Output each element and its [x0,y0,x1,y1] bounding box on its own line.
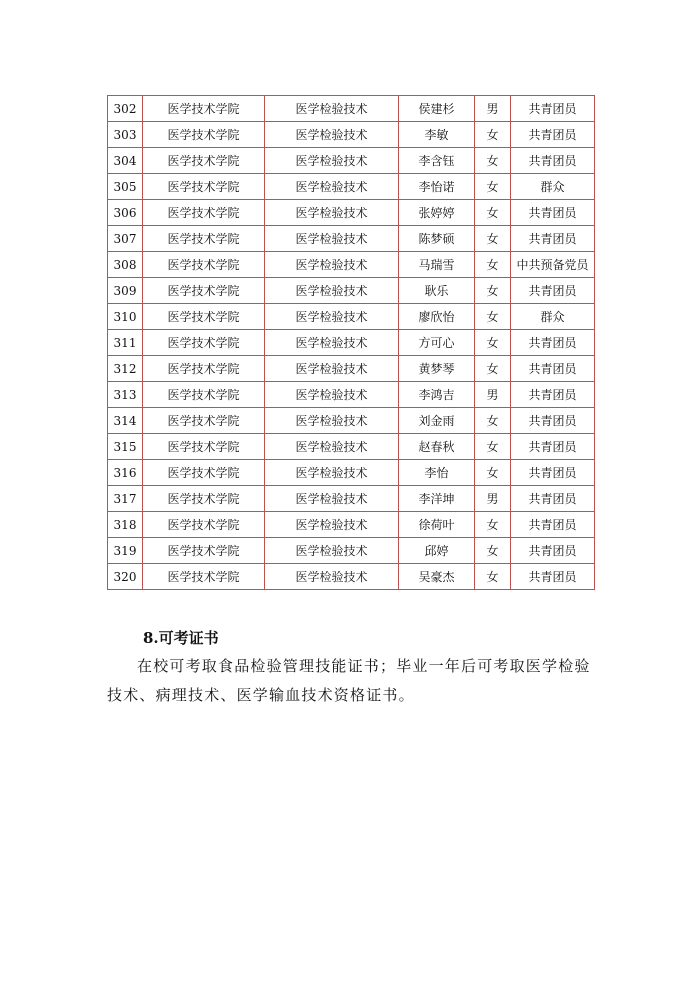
political-status-cell: 群众 [511,304,595,330]
political-status-cell: 共青团员 [511,486,595,512]
gender-cell: 女 [475,564,511,590]
major-cell: 医学检验技术 [265,356,399,382]
section-heading: 8.可考证书 [143,629,219,647]
table-row [108,122,595,148]
gender-cell: 女 [475,174,511,200]
political-status-cell: 共青团员 [511,148,595,174]
major-cell: 医学检验技术 [265,434,399,460]
political-status-cell: 共青团员 [511,434,595,460]
table-row [108,434,595,460]
table-row [108,538,595,564]
student-name-cell: 赵春秋 [399,434,475,460]
gender-cell: 女 [475,538,511,564]
row-number-cell: 302 [108,96,143,122]
row-number-cell: 320 [108,564,143,590]
student-name-cell: 侯建杉 [399,96,475,122]
gender-cell: 女 [475,434,511,460]
student-name-cell: 马瑞雪 [399,252,475,278]
student-name-cell: 方可心 [399,330,475,356]
gender-cell: 男 [475,96,511,122]
student-name-cell: 李含钰 [399,148,475,174]
political-status-cell: 共青团员 [511,512,595,538]
gender-cell: 女 [475,356,511,382]
college-cell: 医学技术学院 [143,486,265,512]
row-number-cell: 315 [108,434,143,460]
gender-cell: 女 [475,330,511,356]
row-number-cell: 309 [108,278,143,304]
table-row [108,382,595,408]
college-cell: 医学技术学院 [143,564,265,590]
major-cell: 医学检验技术 [265,174,399,200]
major-cell: 医学检验技术 [265,122,399,148]
table-row [108,408,595,434]
college-cell: 医学技术学院 [143,382,265,408]
major-cell: 医学检验技术 [265,486,399,512]
student-roster-table [107,95,595,590]
college-cell: 医学技术学院 [143,200,265,226]
major-cell: 医学检验技术 [265,96,399,122]
political-status-cell: 共青团员 [511,408,595,434]
row-number-cell: 307 [108,226,143,252]
college-cell: 医学技术学院 [143,96,265,122]
major-cell: 医学检验技术 [265,538,399,564]
table-row [108,200,595,226]
row-number-cell: 319 [108,538,143,564]
gender-cell: 女 [475,200,511,226]
gender-cell: 男 [475,382,511,408]
political-status-cell: 共青团员 [511,538,595,564]
political-status-cell: 共青团员 [511,460,595,486]
table-row [108,460,595,486]
row-number-cell: 303 [108,122,143,148]
gender-cell: 女 [475,148,511,174]
political-status-cell: 共青团员 [511,356,595,382]
row-number-cell: 305 [108,174,143,200]
political-status-cell: 中共预备党员 [511,252,595,278]
college-cell: 医学技术学院 [143,252,265,278]
row-number-cell: 310 [108,304,143,330]
college-cell: 医学技术学院 [143,330,265,356]
political-status-cell: 共青团员 [511,278,595,304]
college-cell: 医学技术学院 [143,278,265,304]
gender-cell: 男 [475,486,511,512]
row-number-cell: 317 [108,486,143,512]
major-cell: 医学检验技术 [265,408,399,434]
political-status-cell: 共青团员 [511,96,595,122]
student-name-cell: 耿乐 [399,278,475,304]
political-status-cell: 群众 [511,174,595,200]
major-cell: 医学检验技术 [265,252,399,278]
student-name-cell: 陈梦硕 [399,226,475,252]
table-row [108,96,595,122]
table-row [108,252,595,278]
row-number-cell: 316 [108,460,143,486]
college-cell: 医学技术学院 [143,122,265,148]
gender-cell: 女 [475,122,511,148]
political-status-cell: 共青团员 [511,122,595,148]
student-name-cell: 廖欣怡 [399,304,475,330]
student-name-cell: 邱婷 [399,538,475,564]
student-name-cell: 李怡 [399,460,475,486]
table-row [108,356,595,382]
table-row [108,486,595,512]
student-name-cell: 李洋坤 [399,486,475,512]
gender-cell: 女 [475,304,511,330]
political-status-cell: 共青团员 [511,564,595,590]
table-row [108,278,595,304]
major-cell: 医学检验技术 [265,200,399,226]
gender-cell: 女 [475,226,511,252]
gender-cell: 女 [475,512,511,538]
table-row [108,174,595,200]
row-number-cell: 312 [108,356,143,382]
college-cell: 医学技术学院 [143,356,265,382]
student-name-cell: 黄梦琴 [399,356,475,382]
college-cell: 医学技术学院 [143,174,265,200]
college-cell: 医学技术学院 [143,538,265,564]
roster-table-body [108,96,595,590]
major-cell: 医学检验技术 [265,382,399,408]
student-name-cell: 张婷婷 [399,200,475,226]
gender-cell: 女 [475,278,511,304]
row-number-cell: 314 [108,408,143,434]
row-number-cell: 318 [108,512,143,538]
table-row [108,148,595,174]
major-cell: 医学检验技术 [265,278,399,304]
college-cell: 医学技术学院 [143,434,265,460]
section-paragraph: 在校可考取食品检验管理技能证书；毕业一年后可考取医学检验技术、病理技术、医学输血技术资格证书。 [107,657,591,704]
college-cell: 医学技术学院 [143,408,265,434]
college-cell: 医学技术学院 [143,148,265,174]
student-name-cell: 刘金雨 [399,408,475,434]
student-name-cell: 李怡诺 [399,174,475,200]
college-cell: 医学技术学院 [143,512,265,538]
table-row [108,226,595,252]
major-cell: 医学检验技术 [265,226,399,252]
political-status-cell: 共青团员 [511,226,595,252]
college-cell: 医学技术学院 [143,226,265,252]
row-number-cell: 313 [108,382,143,408]
major-cell: 医学检验技术 [265,460,399,486]
political-status-cell: 共青团员 [511,382,595,408]
political-status-cell: 共青团员 [511,200,595,226]
college-cell: 医学技术学院 [143,304,265,330]
college-cell: 医学技术学院 [143,460,265,486]
student-name-cell: 吴豪杰 [399,564,475,590]
row-number-cell: 306 [108,200,143,226]
table-row [108,512,595,538]
row-number-cell: 311 [108,330,143,356]
major-cell: 医学检验技术 [265,148,399,174]
gender-cell: 女 [475,252,511,278]
student-name-cell: 徐荷叶 [399,512,475,538]
major-cell: 医学检验技术 [265,304,399,330]
row-number-cell: 304 [108,148,143,174]
gender-cell: 女 [475,408,511,434]
major-cell: 医学检验技术 [265,564,399,590]
political-status-cell: 共青团员 [511,330,595,356]
table-row [108,330,595,356]
gender-cell: 女 [475,460,511,486]
student-name-cell: 李敏 [399,122,475,148]
row-number-cell: 308 [108,252,143,278]
major-cell: 医学检验技术 [265,330,399,356]
student-name-cell: 李鸿吉 [399,382,475,408]
table-row [108,564,595,590]
major-cell: 医学检验技术 [265,512,399,538]
table-row [108,304,595,330]
